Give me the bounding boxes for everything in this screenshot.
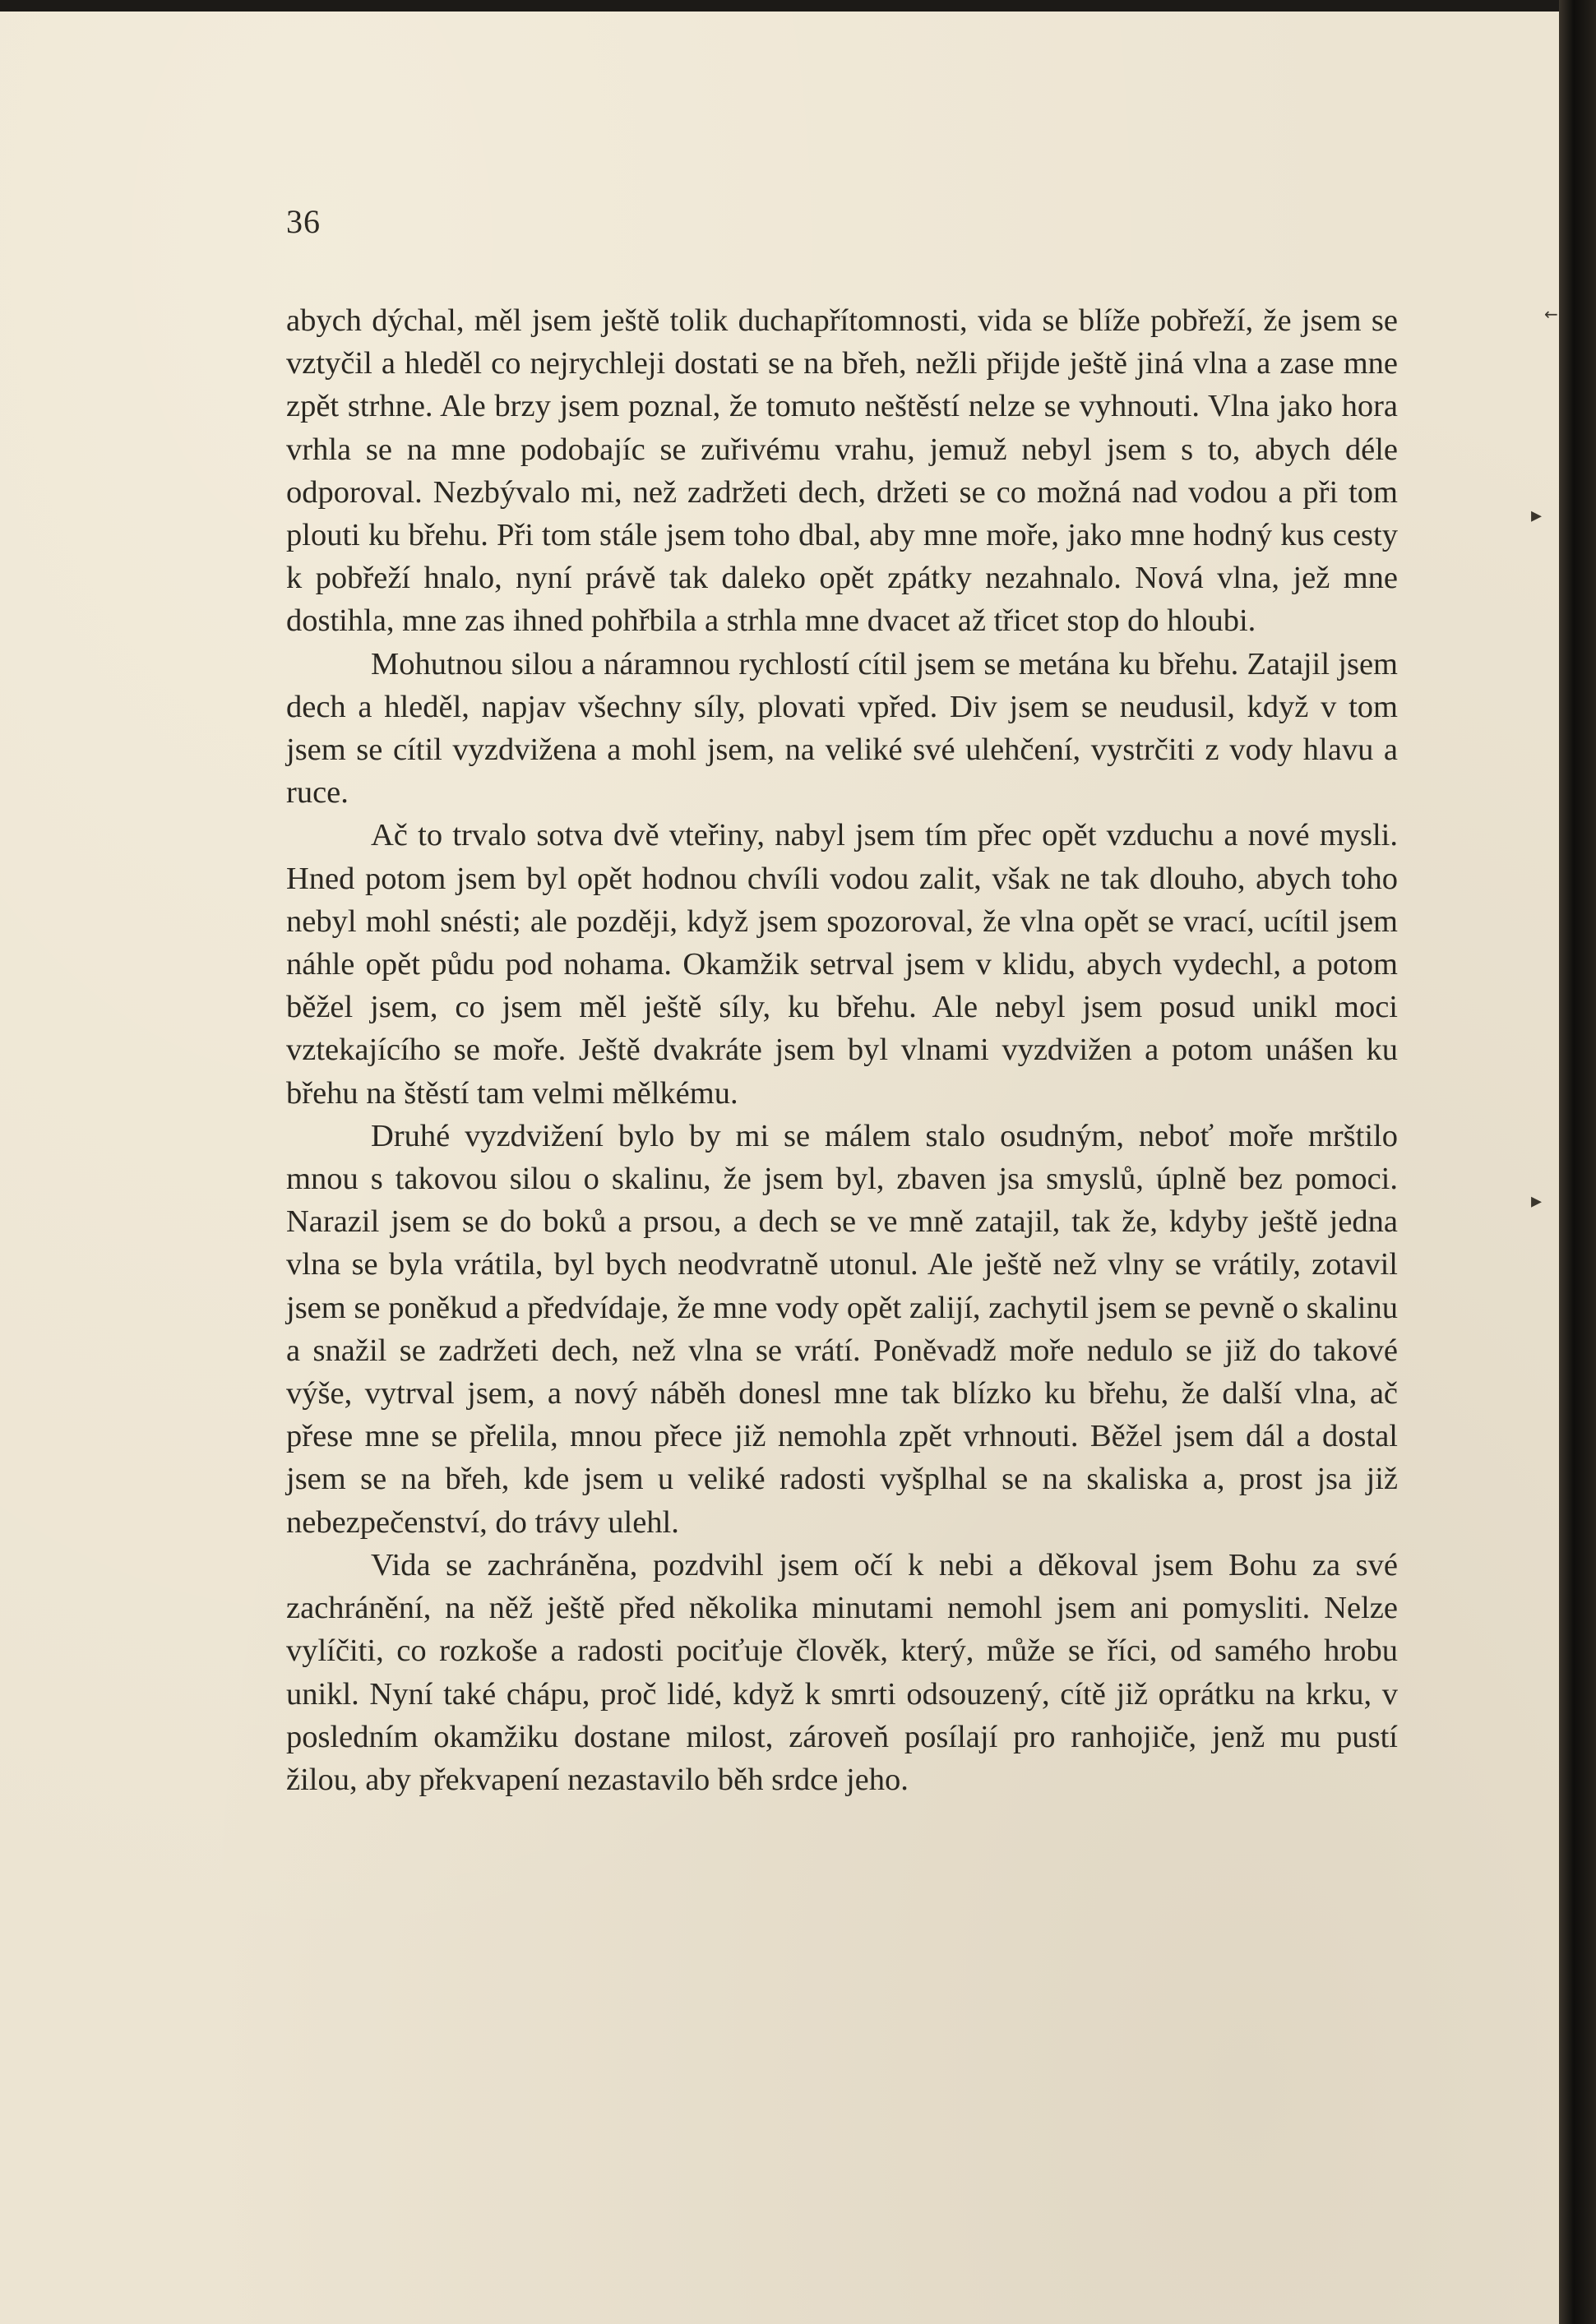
paragraph-2: Mohutnou silou a náramnou rychlostí cítil jsem se metána ku břehu. Zatajil jsem dech a hleděl, napjav všechny síly, plovati vpřed. Div jsem se neudusil, když v tom jsem se cítil vyzdvižena a mohl jsem, na veliké své ulehčení, vystrčiti z vody hlavu a ruce.	[286, 646, 1398, 811]
paragraph-1: abych dýchal, měl jsem ještě tolik duchapřítomnosti, vida se blíže pobřeží, že jsem se vztyčil a hleděl co nejrychleji dostati se na břeh, nežli přijde ještě jiná vlna a zase mne zpět strhne. Ale brzy jsem poznal, že tomuto neštěstí nelze se vyhnouti. Vlna jako hora vrhla se na mne podobajíc se zuřivému vrahu, jemuž nebyl jsem s to, abych déle odporoval. Nezbývalo mi, než zadržeti dech, držeti se co možná nad vodou a při tom plouti ku břehu. Při tom stále jsem toho dbal, aby mne moře, jako mne hodný kus cesty k pobřeží hnalo, nyní právě tak daleko opět zpátky nezahnalo. Nová vlna, jež mne dostihla, mne zas ihned pohřbila a strhla mne dvacet až třicet stop do hloubi.	[286, 303, 1398, 639]
edge-arrow-mark: ←	[1544, 304, 1558, 324]
book-binding-edge	[1559, 0, 1596, 2324]
edge-arrow-mark: ▸	[1531, 1189, 1543, 1213]
edge-arrow-mark: ▸	[1531, 503, 1543, 528]
paragraph-5: Vida se zachráněna, pozdvihl jsem očí k nebi a děkoval jsem Bohu za své zachránění, na něž ještě před několika minutami nemohl jsem ani pomysliti. Nelze vylíčiti, co rozkoše a radosti pociťuje člověk, který, může se říci, od samého hrobu unikl. Nyní také chápu, proč lidé, když k smrti odsouzený, cítě již oprátku na krku, v posledním okamžiku dostane milost, zároveň posílají pro ranhojiče, jenž mu pustí žilou, aby překvapení nezastavilo běh srdce jeho.	[286, 1547, 1398, 1797]
page-number: 36	[286, 203, 321, 240]
book-page	[0, 12, 1559, 2324]
paragraph-4: Druhé vyzdvižení bylo by mi se málem stalo osudným, neboť moře mrštilo mnou s takovou silou o skalinu, že jsem byl, zbaven jsa smyslů, úplně bez pomoci. Narazil jsem se do boků a prsou, a dech se ve mně zatajil, tak že, kdyby ještě jedna vlna se byla vrátila, byl bych neodvratně utonul. Ale ještě než vlny se vrátily, zotavil jsem se poněkud a předvídaje, že mne vody opět zalijí, zachytil jsem se pevně o skalinu a snažil se zadržeti dech, než vlna se vrátí. Poněvadž moře nedulo se již do takové výše, vytrval jsem, a nový náběh donesl mne tak blízko ku břehu, že další vlna, ač přese mne se přelila, mnou přece již nemohla zpět vrhnouti. Běžel jsem dál a dostal jsem se na břeh, kde jsem u veliké radosti vyšplhal se na skaliska a, prost jsa již nebezpečenství, do trávy ulehl.	[286, 1118, 1398, 1540]
body-text	[286, 299, 1398, 1801]
paragraph-3: Ač to trvalo sotva dvě vteřiny, nabyl jsem tím přec opět vzduchu a nové mysli. Hned potom jsem byl opět hodnou chvíli vodou zalit, však ne tak dlouho, abych toho nebyl mohl snésti; ale později, když jsem spozoroval, že vlna opět se vrací, ucítil jsem náhle opět půdu pod nohama. Okamžik setrval jsem v klidu, abych vydechl, a potom běžel jsem, co jsem měl ještě síly, ku břehu. Ale nebyl jsem posud unikl moci vztekajícího se moře. Ještě dvakráte jsem byl vlnami vyzdvižen a potom unášen ku břehu na štěstí tam velmi mělkému.	[286, 818, 1398, 1111]
